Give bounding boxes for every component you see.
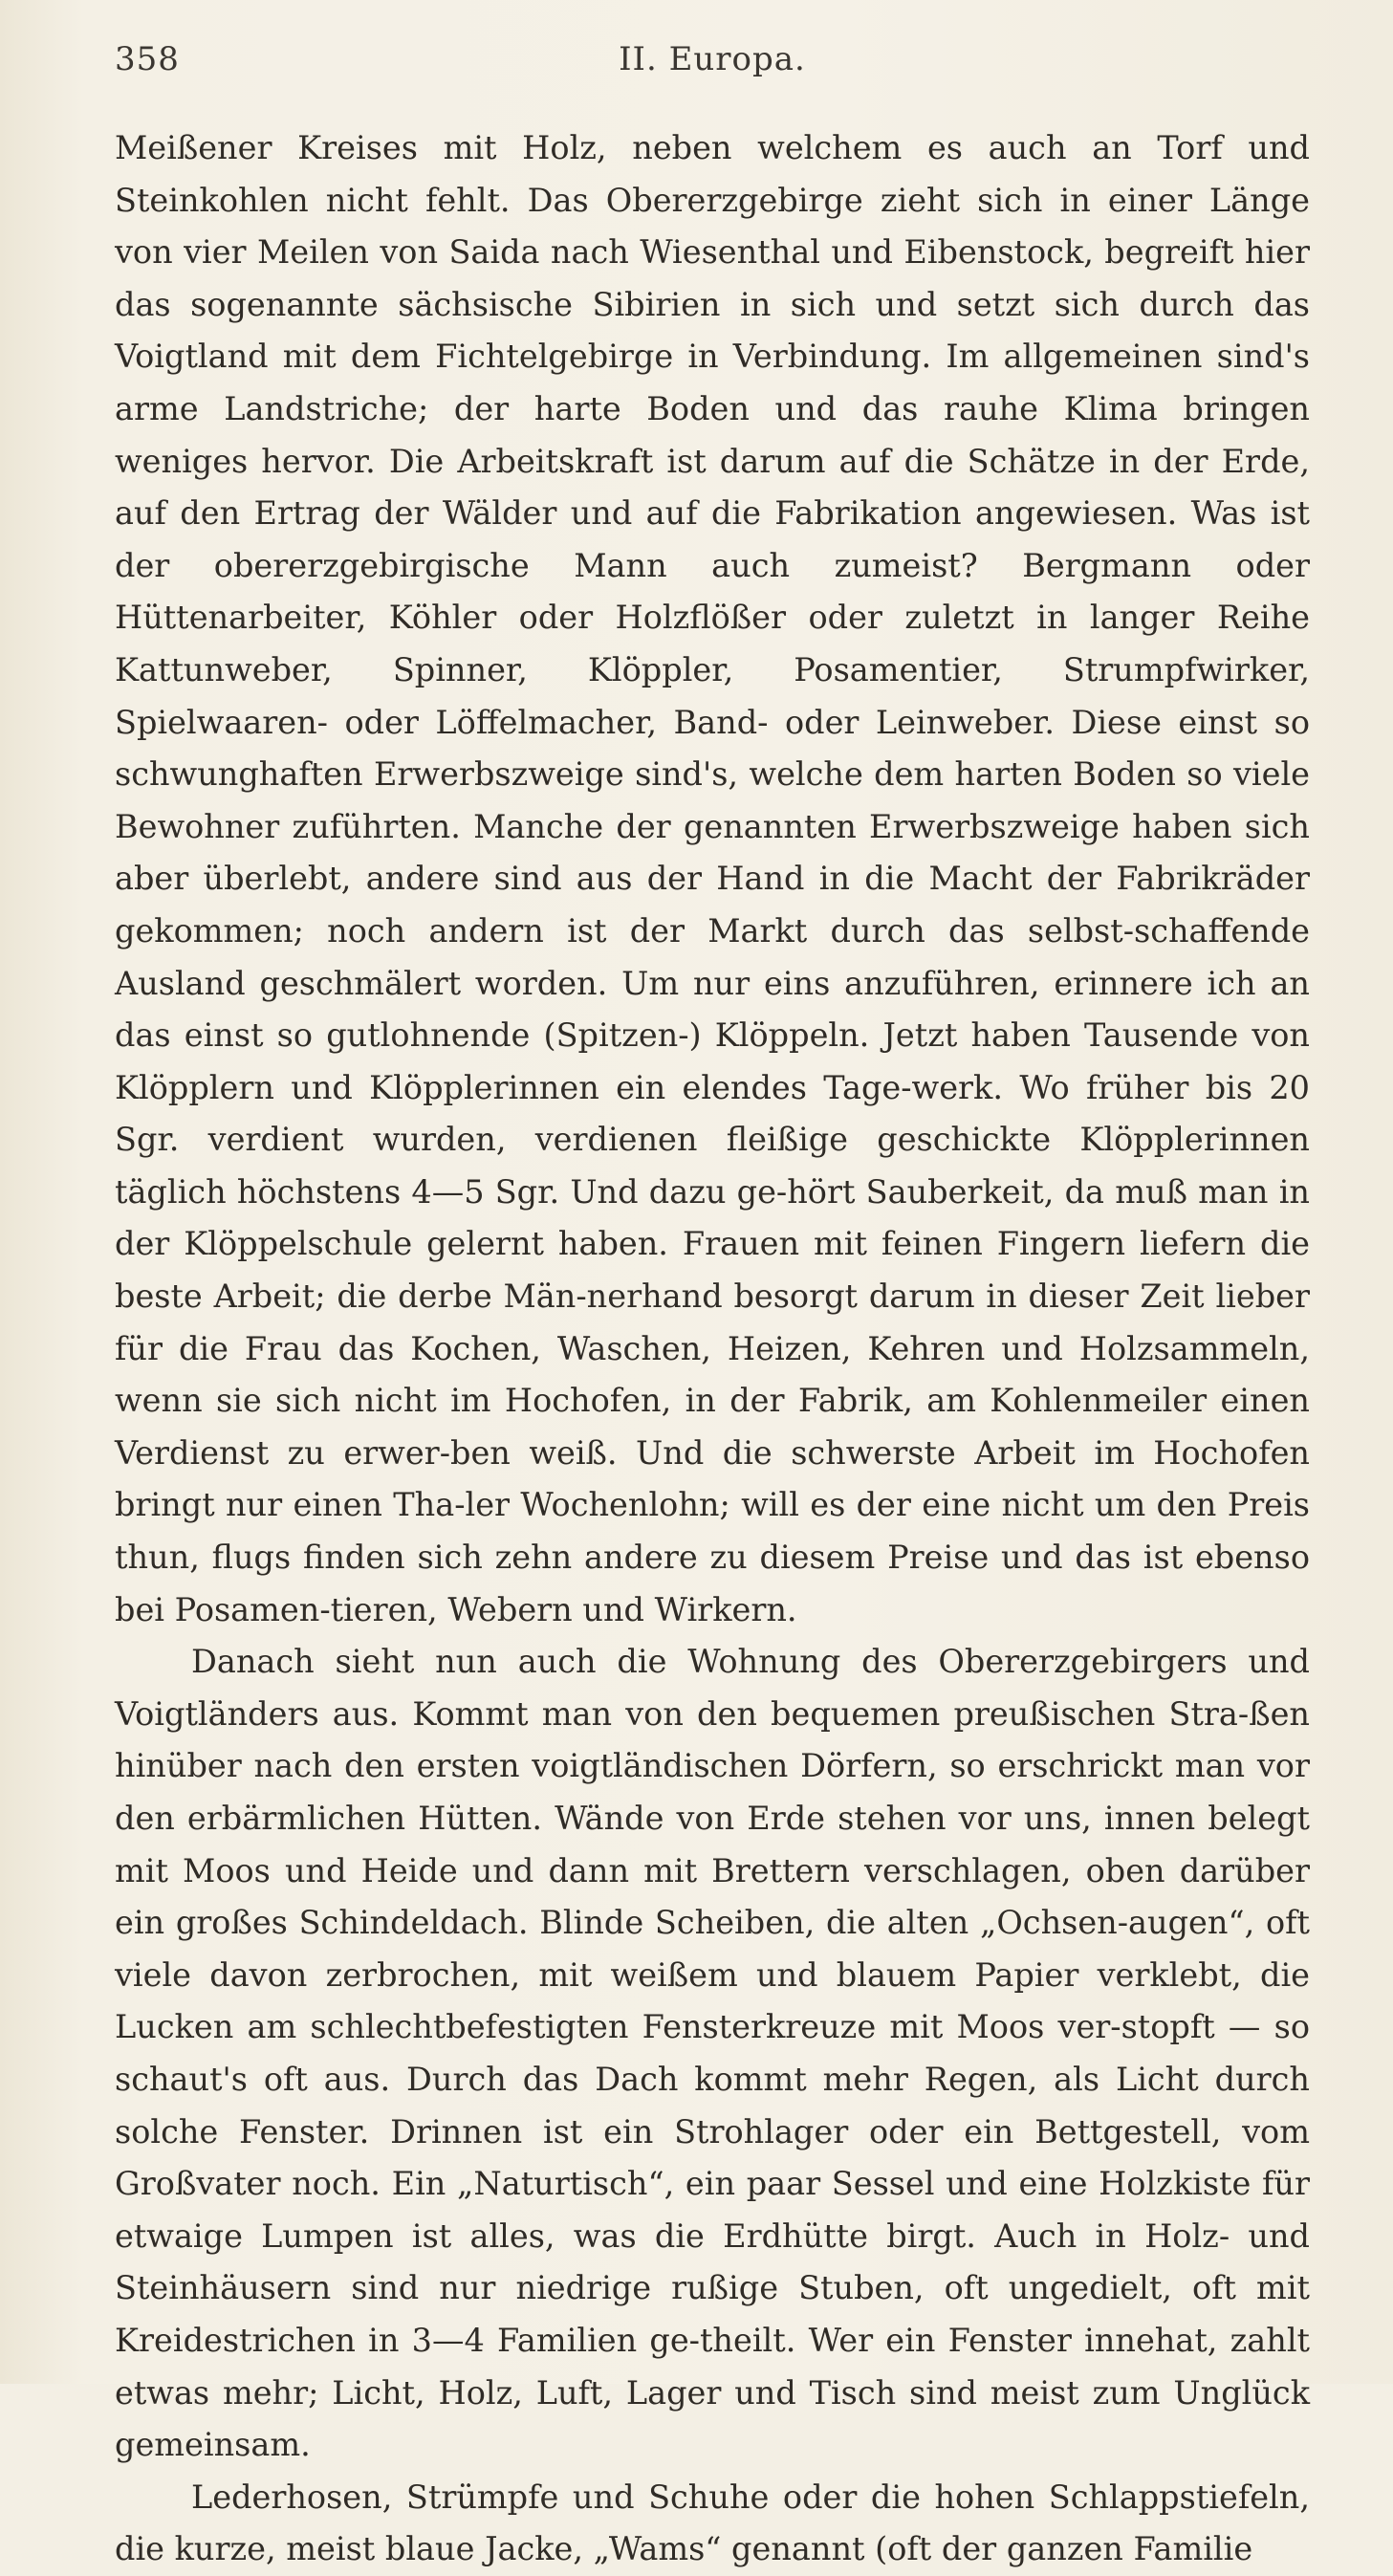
body-text [115, 122, 1310, 2576]
page-number: 358 [115, 40, 180, 78]
page-header [115, 40, 1310, 98]
paragraph-clothing: Lederhosen, Strümpfe und Schuhe oder die hohen Schlappstiefeln, die kurze, meist blaue Jacke, „Wams“ genannt (oft der ganzen Familie [115, 2478, 1310, 2568]
running-title: II. Europa. [619, 40, 806, 78]
paragraph-continued: Meißener Kreises mit Holz, neben welchem es auch an Torf und Steinkohlen nicht fehlt. Das Obererzgebirge zieht sich in einer Länge von vier Meilen von Saida nach Wiesenthal und Eibenstock, begreift hier das sogenannte sächsische Sibirien in sich und setzt sich durch das Voigtland mit dem Fichtelgebirge in Verbindung. Im allgemeinen sind's arme Landstriche; der harte Boden und das rauhe Klima bringen weniges hervor. Die Arbeitskraft ist darum auf die Schätze in der Erde, auf den Ertrag der Wälder und auf die Fabrikation angewiesen. Was ist der obererzgebirgische Mann auch zumeist? Bergmann oder Hüttenarbeiter, Köhler oder Holzflößer oder zuletzt in langer Reihe Kattunweber, Spinner, Klöppler, Posamentier, Strumpfwirker, Spielwaaren- oder Löffelmacher, Band- oder Leinweber. Diese einst so schwunghaften Erwerbszweige sind's, welche dem harten Boden so viele Bewohner zuführten. Manche der genannten Erwerbszweige haben sich aber überlebt, andere sind aus der Hand in die Macht der Fabrikräder gekommen; noch andern ist der Markt durch das selbst-schaffende Ausland geschmälert worden. Um nur eins anzuführen, erinnere ich an das einst so gutlohnende (Spitzen-) Klöppeln. Jetzt haben Tausende von Klöpplern und Klöpplerinnen ein elendes Tage-werk. Wo früher bis 20 Sgr. verdient wurden, verdienen fleißige geschickte Klöpplerinnen täglich höchstens 4—5 Sgr. Und dazu ge-hört Sauberkeit, da muß man in der Klöppelschule gelernt haben. Frauen mit feinen Fingern liefern die beste Arbeit; die derbe Män-nerhand besorgt darum in dieser Zeit lieber für die Frau das Kochen, Waschen, Heizen, Kehren und Holzsammeln, wenn sie sich nicht im Hochofen, in der Fabrik, am Kohlenmeiler einen Verdienst zu erwer-ben weiß. Und die schwerste Arbeit im Hochofen bringt nur einen Tha-ler Wochenlohn; will es der eine nicht um den Preis thun, flugs finden sich zehn andere zu diesem Preise und das ist ebenso bei Posamen-tieren, Webern und Wirkern. [115, 129, 1310, 1628]
paragraph-dwellings: Danach sieht nun auch die Wohnung des Obererzgebirgers und Voigtländers aus. Kommt man von den bequemen preußischen Stra-ßen hinüber nach den ersten voigtländischen Dörfern, so erschrickt man vor den erbärmlichen Hütten. Wände von Erde stehen vor uns, innen belegt mit Moos und Heide und dann mit Brettern verschlagen, oben darüber ein großes Schindeldach. Blinde Scheiben, die alten „Ochsen-augen“, oft viele davon zerbrochen, mit weißem und blauem Papier verklebt, die Lucken am schlechtbefestigten Fensterkreuze mit Moos ver-stopft — so schaut's oft aus. Durch das Dach kommt mehr Regen, als Licht durch solche Fenster. Drinnen ist ein Strohlager oder ein Bettgestell, vom Großvater noch. Ein „Naturtisch“, ein paar Sessel und eine Holzkiste für etwaige Lumpen ist alles, was die Erdhütte birgt. Auch in Holz- und Steinhäusern sind nur niedrige rußige Stuben, oft ungedielt, oft mit Kreidestrichen in 3—4 Familien ge-theilt. Wer ein Fenster innehat, zahlt etwas mehr; Licht, Holz, Luft, Lager und Tisch sind meist zum Unglück gemeinsam. [115, 1643, 1310, 2464]
